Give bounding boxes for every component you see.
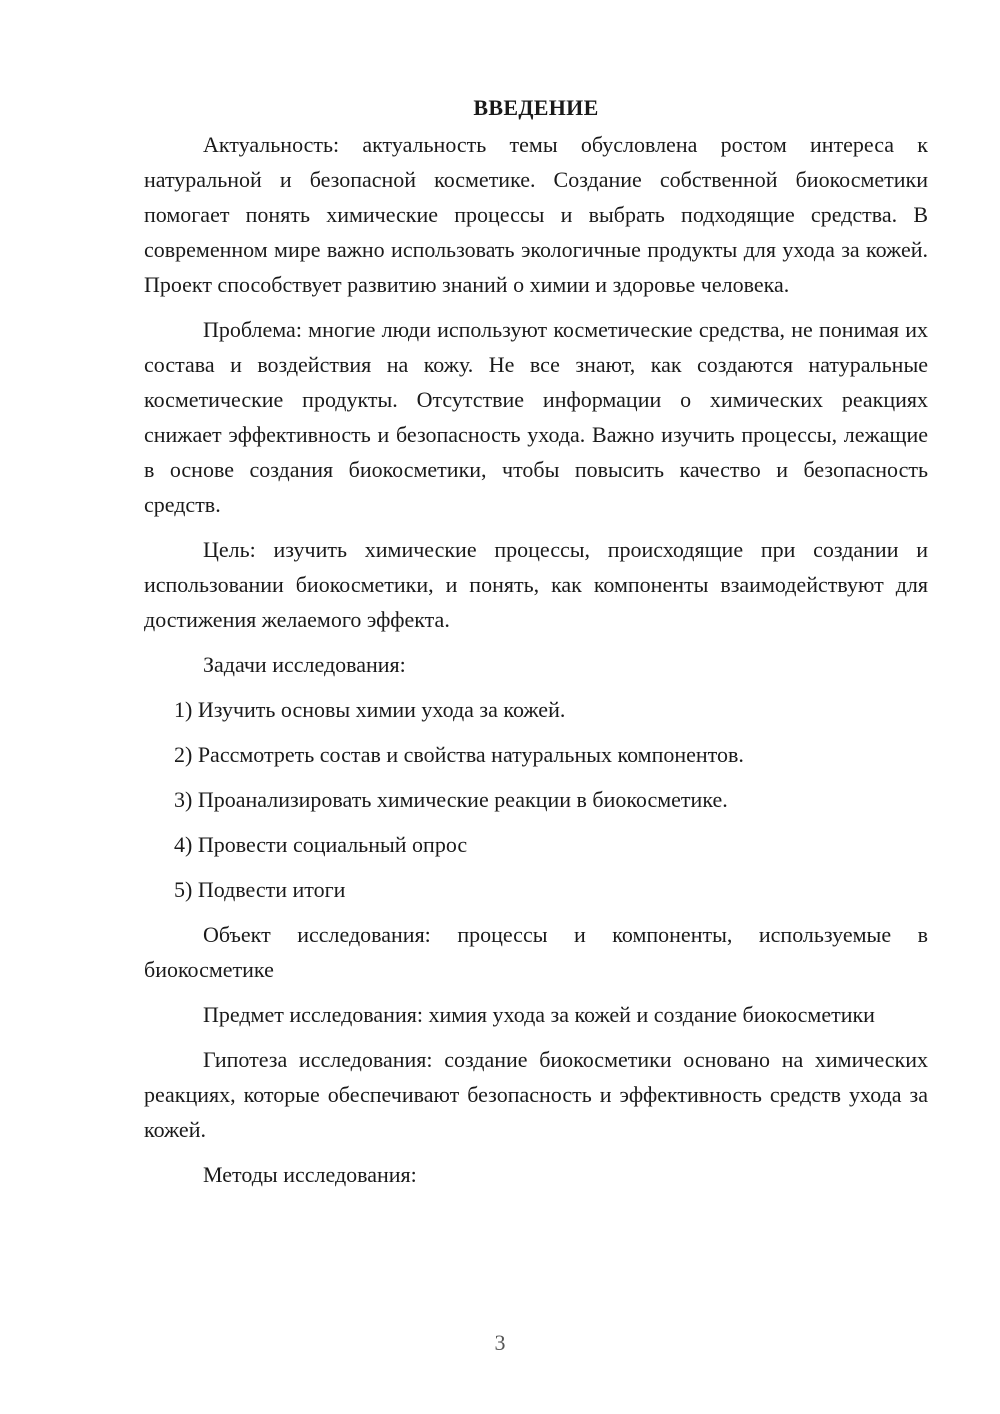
tasks-list bbox=[144, 692, 928, 907]
list-item: 1) Изучить основы химии ухода за кожей. bbox=[174, 697, 566, 722]
list-item: 3) Проанализировать химические реакции в биокосметике. bbox=[174, 787, 728, 812]
hypothesis-paragraph: Гипотеза исследования: создание биокосметики основано на химических реакциях, которые обеспечивают безопасность и эффективность средств ухода за кожей. bbox=[144, 1047, 928, 1142]
list-item: 5) Подвести итоги bbox=[174, 877, 346, 902]
page-number: 3 bbox=[494, 1330, 506, 1355]
subject-paragraph: Предмет исследования: химия ухода за кожей и создание биокосметики bbox=[203, 1002, 875, 1027]
list-item: 4) Провести социальный опрос bbox=[174, 832, 468, 857]
problem-paragraph: Проблема: многие люди используют косметические средства, не понимая их состава и воздействия на кожу. Не все знают, как создаются натуральные косметические продукты. Отсутствие информации о химических реакциях снижает эффективность и безопасность ухода. Важно изучить процессы, лежащие в основе создания биокосметики, чтобы повысить качество и безопасность средств. bbox=[144, 317, 928, 517]
relevance-paragraph: Актуальность: актуальность темы обусловлена ростом интереса к натуральной и безопасной косметике. Создание собственной биокосметики помогает понять химические процессы и выбрать подходящие средства. В современном мире важно использовать экологичные продукты для ухода за кожей. Проект способствует развитию знаний о химии и здоровье человека. bbox=[144, 132, 928, 297]
document-page bbox=[144, 90, 928, 1202]
list-item: 2) Рассмотреть состав и свойства натуральных компонентов. bbox=[174, 742, 744, 767]
object-paragraph: Объект исследования: процессы и компоненты, используемые в биокосметике bbox=[144, 922, 928, 982]
goal-paragraph: Цель: изучить химические процессы, происходящие при создании и использовании биокосметики, и понять, как компоненты взаимодействуют для достижения желаемого эффекта. bbox=[144, 537, 928, 632]
methods-paragraph: Методы исследования: bbox=[203, 1162, 417, 1187]
section-title: ВВЕДЕНИЕ bbox=[473, 95, 599, 120]
tasks-heading: Задачи исследования: bbox=[203, 652, 406, 677]
